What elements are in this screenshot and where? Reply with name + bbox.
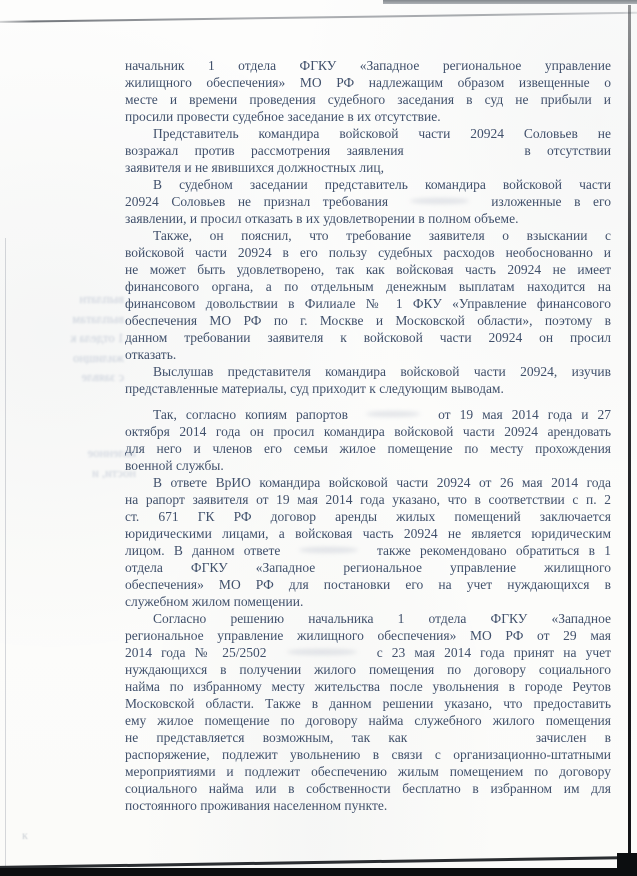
text-line: В ответе ВрИО командира войсковой части 20924 от 26 мая 2014 года <box>153 475 611 490</box>
text-line: отказать. <box>125 347 177 362</box>
text-line: 2014 года № 25/2502 с 23 мая 2014 года принят на учет <box>125 645 612 660</box>
bleedthrough-text: авленное ности, и <box>87 446 136 480</box>
scan-artifact-top-right-band <box>383 0 637 4</box>
text-line: возражал против рассмотрения заявления в отсутствии <box>125 143 611 158</box>
text-line: мероприятиями и подлежит обеспечению жилым помещением по договору <box>125 764 611 779</box>
paragraph <box>125 125 611 176</box>
text-line: не может быть удовлетворено, так как войсковая часть 20924 не имеет <box>125 262 611 277</box>
paragraph <box>125 610 611 814</box>
text-line: военной службы. <box>125 458 224 473</box>
text-line: на рапорт заявителя от 19 мая 2014 года указано, что в соответствии с п. 2 <box>125 492 611 507</box>
redaction-gap <box>276 648 368 657</box>
text-line: жилищного обеспечения» МО РФ надлежащим образом извещенные о <box>125 75 611 90</box>
text-line: представленные материалы, суд приходит к следующим выводам. <box>125 381 504 396</box>
text-line: октября 2014 года он просил командира войсковой части 20924 арендовать <box>125 424 611 439</box>
text-line: В судебном заседании представитель командира войсковой части <box>153 177 611 192</box>
text-line: войсковой части 20924 в его пользу судебных расходов необоснованно и <box>125 245 611 260</box>
paragraph <box>125 474 611 610</box>
redaction-gap <box>401 197 479 206</box>
text-line: обеспечения» МО РФ для постановки его на учет нуждающихся в <box>125 577 611 592</box>
text-line: ст. 671 ГК РФ договор аренды жилых помещений заключается <box>125 509 611 524</box>
text-line: заявлении, и просил отказать в их удовлетворении в полном объеме. <box>125 211 519 226</box>
text-line: Выслушав представителя командира войсковой части 20924, изучив <box>153 364 611 379</box>
text-line: Московской области. Также в данном решении указано, что предоставить <box>125 696 611 711</box>
scanner-bottom-band <box>0 868 637 876</box>
document-text <box>125 57 611 814</box>
text-line: обеспечения МО РФ по г. Москве и Московской области», поэтому в <box>125 313 611 328</box>
text-line: юридическими лицами, а войсковая часть 20924 не является юридическим <box>125 526 611 541</box>
paragraph <box>125 227 611 363</box>
scan-artifact-top-hairline <box>0 12 637 23</box>
redaction-gap <box>357 410 429 419</box>
text-line: просили провести судебное заседание в их отсутствие. <box>125 109 441 124</box>
text-line: региональное управление жилищного обеспечения» МО РФ от 29 мая <box>125 628 611 643</box>
bleedthrough-text: выплатн выплатам 1 отдела к жилищно с заявле <box>70 292 124 384</box>
text-line: начальник 1 отдела ФГКУ «Западное региональное управление <box>125 58 611 73</box>
text-line: 20924 Соловьев не признал требования изложенные в его <box>125 194 611 209</box>
redaction-gap <box>290 546 368 555</box>
text-line: месте и времени проведения судебного заседания в суд не прибыли и <box>125 92 611 107</box>
paragraph <box>125 363 611 397</box>
page-left-edge-shadow <box>5 238 6 876</box>
page-right-edge-line <box>628 5 631 876</box>
text-line: Представитель командира войсковой части 20924 Соловьев не <box>153 126 611 141</box>
text-line: Также, он пояснил, что требование заявителя о взыскании с <box>153 228 611 243</box>
text-line: Согласно решению начальника 1 отдела ФГКУ «Западное <box>153 611 611 626</box>
text-line: нуждающихся в получении жилого помещения по договору социального <box>125 662 611 677</box>
text-line: финансовом довольствии в Филиале № 1 ФКУ «Управление финансового <box>125 296 611 311</box>
text-line: служебном жилом помещении. <box>125 594 304 609</box>
paragraph <box>125 176 611 227</box>
text-line: данном требовании заявителя к войсковой части 20924 он просил <box>125 330 611 345</box>
text-line: ему жилое помещение по договору найма служебного жилого помещения <box>125 713 611 728</box>
text-line: постоянного проживания населенном пункте. <box>125 798 388 813</box>
text-line: не представляется возможным, так как зачислен в <box>125 730 612 745</box>
text-line: социального найма или в собственности бесплатно в избранном им для <box>125 781 611 796</box>
redaction-gap <box>426 733 518 742</box>
text-line: финансового органа, а по отдельным денежным выплатам находится на <box>125 279 611 294</box>
redaction-gap <box>420 146 508 155</box>
text-line: распоряжение, подлежит увольнению в связи с организационно-штатными <box>125 747 611 762</box>
text-line: для него и членов его семьи жилое помещение по месту прохождения <box>125 441 611 456</box>
bleedthrough-mark: к <box>22 828 28 842</box>
paragraph <box>125 57 611 125</box>
text-line: отдела ФГКУ «Западное региональное управление жилищного <box>125 560 611 575</box>
text-line: найма по избранному месту жительства после увольнения в городе Реутов <box>125 679 611 694</box>
text-line: лицом. В данном ответе также рекомендовано обратиться в 1 <box>125 543 611 558</box>
page-bottom-edge-line <box>0 856 637 869</box>
text-line: Так, согласно копиям рапортов от 19 мая 2014 года и 27 <box>153 407 612 422</box>
text-line: заявителя и не явившихся должностных лиц, <box>125 160 384 175</box>
paragraph <box>125 406 611 474</box>
